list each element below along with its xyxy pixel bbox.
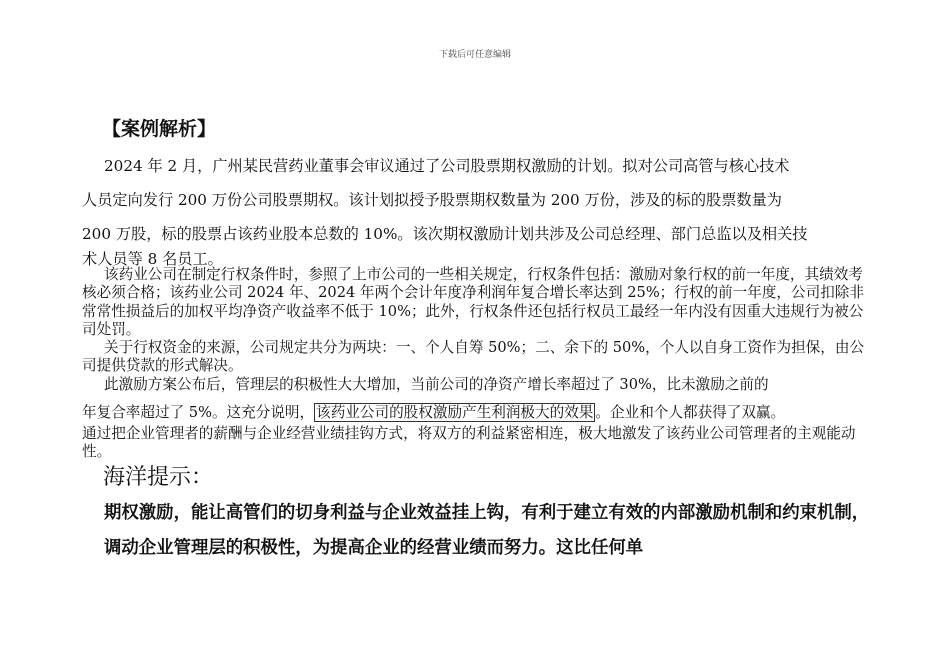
case-paragraph-4 xyxy=(82,371,872,427)
p1-line-2: 人员定向发行 200 万份公司股票期权。该计划拟授予股票期权数量为 200 万份，涉及的标的股票数量为 xyxy=(82,191,782,209)
hint-title: 海洋提示： xyxy=(103,465,214,490)
p4-line-1: 此激励方案公布后，管理层的积极性大大增加，当前公司的净资产增长率超过了 30%，比未激励之前的 xyxy=(104,376,769,393)
case-paragraph-2: 该药业公司在制定行权条件时，参照了上市公司的一些相关规定，行权条件包括：激励对象行权的前一年度，其绩效考核必须合格；该药业公司 2024 年、2024 年两个会计年度净利润年复合增长率达到 25%；行权的前一年度，公司扣除非常常性损益后的加权平均净资产收益率不低于 10%；此外，行权条件还包括行权员工最经一年内没有因重大违规行为被公司处罚。 xyxy=(82,266,864,338)
case-title: 【案例解析】 xyxy=(102,118,217,140)
p1-line-1: 2024 年 2 月，广州某民营药业董事会审议通过了公司股票期权激励的计划。拟对公司高管与核心技术 xyxy=(104,157,790,175)
case-paragraph-3: 关于行权资金的来源，公司规定共分为两块：一、个人自筹 50%；二、余下的 50%，个人以自身工资作为担保，由公司提供贷款的形式解决。 xyxy=(82,339,865,375)
case-paragraph-1-tail: 术人员等 8 名员工。 xyxy=(82,250,223,268)
p4-line-2-post: 。企业和个人都获得了双赢。 xyxy=(595,404,786,421)
case-paragraph-5: 通过把企业管理者的薪酬与企业经营业绩挂钩方式，将双方的利益紧密相连，极大地激发了该药业公司管理者的主观能动性。 xyxy=(82,425,856,461)
page-header: 下载后可任意编辑 xyxy=(438,50,511,60)
hint-text: 期权激励，能让高管们的切身利益与企业效益挂上钩，有利于建立有效的内部激励机制和约束机制，调动企业管理层的积极性，为提高企业的经营业绩而努力。这比任何单 xyxy=(104,503,870,558)
p4-line-2-pre: 年复合率超过了 5%。这充分说明， xyxy=(82,404,315,421)
case-paragraph-1 xyxy=(82,149,872,251)
p1-line-3: 200 万股，标的股票占该药业股本总数的 10%。该次期权激励计划共涉及公司总经理、部门总监以及相关技 xyxy=(82,225,808,243)
boxed-highlight: 该药业公司的股权激励产生利润极大的效果 xyxy=(316,404,594,421)
